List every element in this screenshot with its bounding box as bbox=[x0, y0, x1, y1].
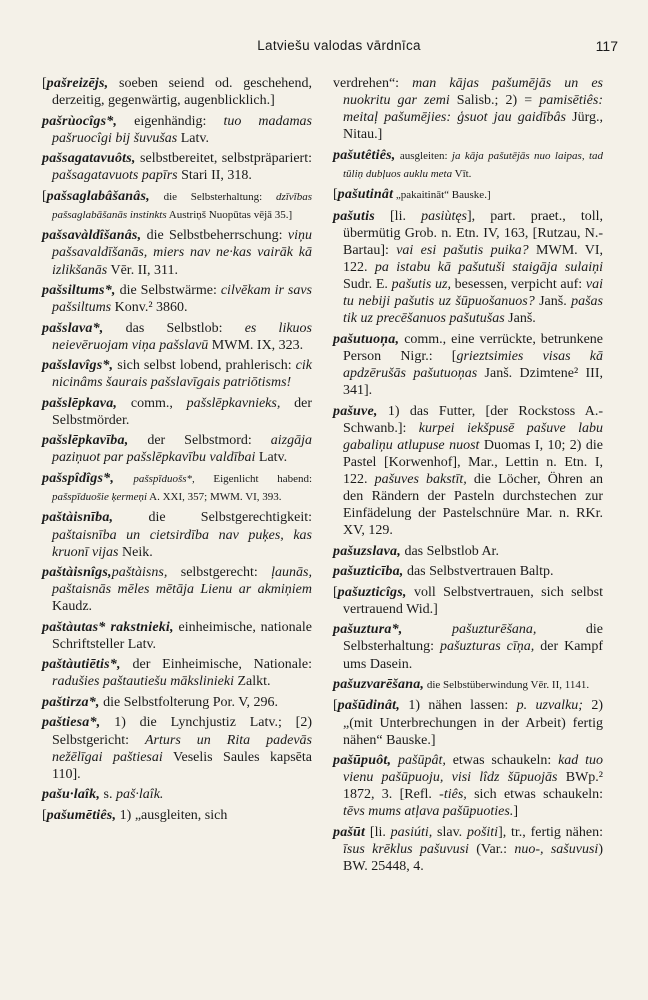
example-text: pašuves bakstīt, bbox=[374, 472, 467, 488]
example-text: paš·laîk. bbox=[115, 787, 164, 803]
entry-text: voll Selbstvertrauen, sich selbst vertrauend Wid.] bbox=[343, 584, 603, 617]
dictionary-entry bbox=[42, 714, 312, 782]
example-text: nuo-, sašuvusi bbox=[514, 842, 599, 858]
example-text: īsus krēklus pašuvusi bbox=[343, 842, 469, 858]
entry-text: 1) die Lynchjustiz Latv.; [2) Selbstgericht: bbox=[52, 715, 312, 748]
example-text: pasiúti, bbox=[390, 824, 433, 840]
entry-text: Konv.² 3860. bbox=[111, 300, 188, 316]
entry-text: das Selbstlob Ar. bbox=[400, 543, 499, 559]
headword: pašumētiês, bbox=[46, 807, 117, 823]
dictionary-entry bbox=[42, 227, 312, 278]
example-text: pašspīduošie ķermeņi bbox=[52, 490, 148, 503]
example-text: vai tu nebiji pašutis uz šūpuošanuos? bbox=[343, 277, 604, 310]
example-text: pošiti bbox=[466, 824, 499, 840]
entry-text: MWM. VI, 122. bbox=[343, 243, 603, 276]
dictionary-entry bbox=[42, 150, 312, 184]
page-number: 117 bbox=[595, 38, 618, 54]
entry-text: der Kampf ums Dasein. bbox=[343, 639, 603, 672]
example-text: pašūpât, bbox=[398, 753, 446, 769]
entry-text: Janš. Dzimtene² III, 341]. bbox=[343, 366, 603, 399]
left-column bbox=[42, 75, 312, 827]
entry-text: Latv. bbox=[255, 450, 288, 466]
dictionary-entry bbox=[42, 395, 312, 429]
headword: pašutêtiês, bbox=[333, 147, 396, 163]
entry-text: die Selbsterhaltung: bbox=[343, 622, 603, 655]
dictionary-entry bbox=[42, 282, 312, 316]
entry-text: slav. bbox=[432, 824, 467, 840]
entry-text: die Selbstüberwindung Vēr. II, 1141. bbox=[424, 679, 590, 691]
dictionary-entry bbox=[42, 619, 312, 653]
entry-text: verdrehen“: bbox=[333, 76, 413, 91]
example-text: viņu pašsavaldīšanās, miers nav ne·kas vairāk kā izlikšanās bbox=[52, 228, 312, 278]
headword: pašreizējs, bbox=[46, 76, 109, 91]
entry-text: das Selbstlob: bbox=[103, 320, 245, 336]
example-text: cik nicinâms šaurais pašslavīgais patriōtisms! bbox=[52, 358, 312, 391]
entry-text: Latv. bbox=[177, 130, 209, 146]
entry-text: Vīt. bbox=[452, 167, 472, 180]
example-text: pašuzturas cīņa, bbox=[439, 639, 535, 655]
entry-text: ausgleiten: bbox=[395, 149, 452, 162]
example-text: ļaunās, paštaisnās mēles mētāja Lienu ar akmiņiem bbox=[52, 565, 312, 598]
entry-text: comm., eine verrückte, betrunkene Person Nigr.: [ bbox=[343, 331, 603, 364]
headword: paštàutas* rakstnieki, bbox=[42, 619, 174, 635]
headword: pašutis bbox=[333, 208, 375, 224]
entry-text: die Selbstbeherrschung: bbox=[141, 228, 288, 244]
example-text: pašuzturēšana, bbox=[452, 622, 537, 638]
headword: pašslavîgs*, bbox=[42, 358, 114, 374]
dictionary-entry bbox=[42, 656, 312, 690]
entry-text: die Selbstwärme: bbox=[115, 282, 221, 298]
dictionary-entry bbox=[333, 752, 603, 820]
example-text: pašslēpkavnieks, bbox=[186, 395, 281, 411]
entry-text: einheimische, nationale Schriftsteller Latv. bbox=[52, 619, 312, 652]
headword: pašsagatavuôts, bbox=[42, 151, 136, 167]
entry-text: BWp.² 1872, 3. [Refl. - bbox=[343, 770, 603, 803]
entry-text: selbstbereitet, selbstpräpariert: bbox=[135, 151, 312, 167]
entry-text: ], part. praet., toll, übermütig Grob. n. Etn. IV, 163, [Rutzau, N.-Bartau]: bbox=[343, 208, 603, 259]
headword: pašuztura*, bbox=[333, 622, 403, 638]
entry-text: ], tr., fertig nähen: bbox=[498, 824, 603, 840]
right-column bbox=[333, 75, 603, 879]
entry-text: Jürg., Nitau.] bbox=[343, 110, 604, 143]
headword: pašuzslava, bbox=[333, 543, 401, 559]
entry-text: [ bbox=[333, 584, 338, 600]
headword: pašslēpkava, bbox=[42, 395, 118, 411]
entry-text: [ bbox=[333, 187, 338, 203]
headword: paštàisnîgs, bbox=[42, 565, 112, 581]
example-text: pašas tik uz precēšanuos pašutušas bbox=[343, 294, 603, 327]
entry-text: [ bbox=[333, 698, 338, 714]
dictionary-entry bbox=[42, 564, 312, 615]
entry-text: MWM. IX, 323. bbox=[208, 337, 304, 353]
headword: pašu·laîk, bbox=[42, 787, 101, 803]
entry-text: Janš. bbox=[504, 311, 536, 327]
entry-text: sich selbst lobend, prahlerisch: bbox=[113, 358, 296, 374]
dictionary-entry bbox=[333, 403, 603, 540]
entry-text: Neik. bbox=[118, 544, 153, 560]
entry-text: sich etwas schaukeln: bbox=[466, 787, 604, 803]
entry-text: [li. bbox=[365, 824, 391, 840]
dictionary-entry bbox=[333, 208, 603, 328]
entry-text: selbstgerecht: bbox=[167, 565, 272, 581]
dictionary-entry bbox=[333, 621, 603, 672]
dictionary-entry bbox=[333, 147, 603, 183]
example-text: aizgāja paziņuot par pašslēpkavību valdībai bbox=[52, 433, 312, 466]
headword: pašslava*, bbox=[42, 320, 104, 336]
entry-text: Janš. bbox=[534, 294, 572, 310]
entry-text: die Selbstfolterung Por. V, 296. bbox=[99, 694, 279, 710]
example-text: es likuos neievēruojam viņa pašslavū bbox=[52, 320, 313, 353]
example-text: pašspīduošs*, bbox=[133, 472, 195, 485]
entry-text bbox=[114, 471, 133, 486]
entry-text: [li. bbox=[374, 208, 422, 224]
example-text: cilvēkam ir savs pašsiltums bbox=[52, 282, 312, 316]
headword: pašutuoņa, bbox=[333, 331, 400, 347]
headword: pašrùocîgs*, bbox=[42, 113, 118, 129]
headword: paštirza*, bbox=[42, 694, 100, 710]
entry-text: s. bbox=[100, 787, 116, 803]
example-text: dzīvības pašsaglabāšanās instinkts bbox=[52, 190, 312, 221]
headword: pašuzvarēšana, bbox=[333, 677, 425, 692]
dictionary-entry bbox=[42, 357, 312, 391]
headword: pašūdinât, bbox=[337, 698, 400, 714]
dictionary-entry bbox=[42, 188, 312, 224]
entry-text: A. XXI, 357; MWM. VI, 393. bbox=[147, 490, 282, 503]
headword: pašspîdîgs*, bbox=[42, 470, 115, 486]
page-header bbox=[60, 38, 618, 60]
entry-text: die Löcher, Öhren an den Rändern der Pasteln durchstechen zur Einfädelung der Pastelschnüre Mar. n. RKr. XV, 129. bbox=[343, 472, 603, 539]
entry-text: 2) „(mit Unterbrechungen in der Arbeit) fertig nähen“ Bauske.] bbox=[343, 698, 603, 748]
entry-text: 1) „ausgleiten, sich bbox=[116, 807, 228, 823]
entry-text: besessen, verpicht auf: bbox=[450, 277, 586, 293]
entry-text: Eigenlicht habend: bbox=[194, 472, 313, 485]
dictionary-entry bbox=[42, 509, 312, 560]
entry-text: die Selbstgerechtigkeit: bbox=[113, 510, 312, 526]
entry-text: der Einheimische, Nationale: bbox=[120, 657, 312, 673]
dictionary-entry bbox=[333, 75, 603, 143]
dictionary-entry bbox=[42, 75, 312, 109]
example-text: kad tuo vienu pašūpuoju, visi lîdz šūpuojās bbox=[343, 753, 604, 786]
entry-text: der Selbstmörder. bbox=[52, 395, 312, 428]
entry-text: ] bbox=[513, 804, 518, 820]
dictionary-entry bbox=[333, 543, 603, 560]
entry-text: Zalkt. bbox=[234, 674, 271, 690]
headword: pašsaglabâšanâs, bbox=[46, 188, 150, 204]
entry-text: der Selbstmord: bbox=[128, 433, 271, 449]
example-text: pašsagatavuots papīrs bbox=[52, 168, 178, 184]
entry-text bbox=[403, 622, 452, 637]
headword: pašsiltums*, bbox=[42, 282, 116, 298]
entry-text: etwas schaukeln: bbox=[445, 753, 559, 769]
dictionary-entry bbox=[333, 186, 603, 204]
entry-text: 1) nähen lassen: bbox=[399, 698, 517, 714]
dictionary-entry bbox=[333, 331, 603, 399]
dictionary-entry bbox=[42, 113, 312, 147]
entry-text: Stari II, 318. bbox=[177, 168, 252, 184]
entry-text: (Var.: bbox=[468, 842, 515, 858]
dictionary-entry bbox=[42, 807, 312, 824]
headword: pašuzticība, bbox=[333, 564, 404, 580]
entry-text: Vēr. II, 311. bbox=[107, 262, 178, 278]
entry-text: [ bbox=[42, 188, 47, 204]
entry-text: „pakaitināt“ Bauske.] bbox=[393, 189, 491, 202]
example-text: pašutis uz, bbox=[391, 277, 451, 293]
headword: paštàutiētis*, bbox=[42, 657, 121, 673]
entry-text: soeben seiend od. geschehend, derzeitig, gegenwärtig, augenblicklich.] bbox=[52, 76, 312, 109]
entry-text: eigenhändig: bbox=[117, 113, 224, 129]
entry-text: ) BW. 25448, 4. bbox=[343, 842, 603, 875]
dictionary-entry bbox=[42, 786, 312, 803]
example-text: ja kāja pašutējās nuo laipas, tad tūliņ dubļuos auklu meta bbox=[343, 149, 604, 180]
example-text: paštàisns, bbox=[111, 565, 168, 581]
dictionary-entry bbox=[333, 563, 603, 580]
dictionary-entry bbox=[333, 824, 603, 875]
entry-text: das Selbstvertrauen Baltp. bbox=[403, 564, 554, 580]
dictionary-entry bbox=[42, 320, 312, 354]
dictionary-entry bbox=[333, 697, 603, 748]
example-text: p. uzvalku; bbox=[516, 698, 583, 714]
entry-text: Veselis Saules kapsēta 110]. bbox=[52, 749, 312, 782]
headword: pašūt bbox=[333, 824, 366, 840]
entry-text: die Selbsterhaltung: bbox=[149, 190, 276, 203]
example-text: radušies paštautiešu mākslinieki bbox=[52, 674, 234, 690]
example-text: tuo madamas pašruocîgi bij šuvušas bbox=[52, 113, 313, 146]
headword: pašuzticîgs, bbox=[337, 584, 407, 600]
headword: pašuve, bbox=[333, 403, 378, 419]
entry-text: comm., bbox=[117, 395, 187, 411]
dictionary-entry bbox=[42, 470, 312, 506]
example-text: tiês, bbox=[443, 787, 467, 803]
example-text: kurpei iekšpusē pašuve labu gabaliņu atlupuse nuost bbox=[343, 420, 603, 453]
dictionary-entry bbox=[333, 676, 603, 694]
headword: paštiesa*, bbox=[42, 715, 101, 731]
example-text: pasiùtęs bbox=[421, 208, 467, 224]
example-text: paštaisnība un cietsirdība nav puķes, kas kruonī vijas bbox=[52, 527, 312, 560]
headword: paštàisnība, bbox=[42, 510, 114, 526]
example-text: Arturs un Rita padevās nežēlīgai paštiesai bbox=[52, 732, 312, 765]
running-title: Latviešu valodas vārdnīca bbox=[257, 38, 421, 53]
example-text: tēvs mums atļava pašūpuoties. bbox=[343, 804, 514, 820]
entry-text: Salisb.; 2) = bbox=[449, 93, 540, 109]
dictionary-entry bbox=[42, 432, 312, 466]
example-text: man kājas pašumējās un es nuokritu gar zemi bbox=[343, 76, 603, 109]
entry-text: Austriņš Nuopūtas vējā 35.] bbox=[166, 208, 293, 221]
headword: pašūpuôt, bbox=[333, 753, 392, 769]
example-text: pamisētiês: meitaļ pašumējies: ģsuot jau gaidībâs bbox=[343, 93, 603, 126]
entry-text: Sudr. E. bbox=[343, 277, 392, 293]
entry-text: [ bbox=[42, 76, 47, 91]
example-text: grieztsimies visas kā apdzērušās pašutuoņas bbox=[343, 348, 603, 382]
dictionary-entry bbox=[333, 584, 603, 618]
headword: pašsavàldîšanâs, bbox=[42, 228, 142, 244]
example-text: vai esi pašutis puika? bbox=[396, 243, 529, 259]
entry-text: Duomas I, 10; 2) die Pastel [Korwenhof], Mar., Lettin n. Etn. I, 122. bbox=[343, 437, 603, 488]
example-text: pa istabu kā pašutuši staigāja sulaiņi bbox=[374, 260, 603, 276]
entry-text: [ bbox=[42, 807, 47, 823]
headword: pašutinât bbox=[337, 187, 394, 203]
entry-text: 1) das Futter, [der Rockstoss A.-Schwanb.]: bbox=[343, 403, 603, 436]
headword: pašslēpkavība, bbox=[42, 433, 129, 449]
entry-text: Kaudz. bbox=[52, 599, 93, 615]
dictionary-entry bbox=[42, 694, 312, 711]
